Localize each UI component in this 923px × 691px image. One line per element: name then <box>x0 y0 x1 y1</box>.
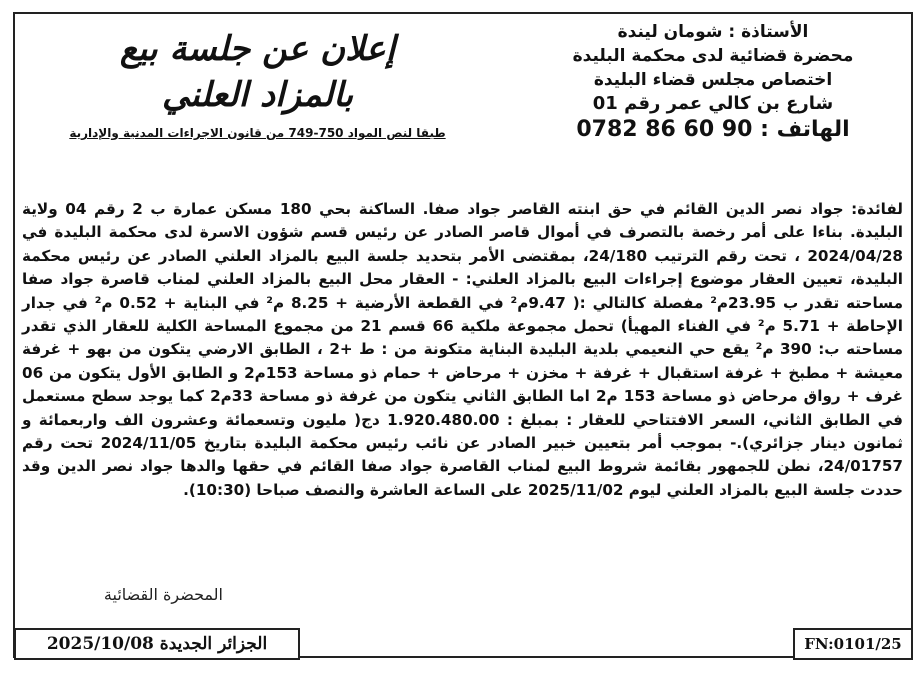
legal-basis: طبقا لنص المواد 750-749 من قانون الاجراءات المدنية والإدارية <box>69 126 446 140</box>
notice-title: إعلان عن جلسة بيع <box>119 29 396 69</box>
bailiff-name: الأستاذة : شومان ليندة <box>617 22 809 42</box>
notice-subtitle: بالمزاد العلني <box>161 75 354 115</box>
signature: المحضرة القضائية <box>103 585 223 604</box>
newspaper-date-box: الجزائر الجديدة 2025/10/08 <box>14 628 300 660</box>
bailiff-header <box>563 20 863 142</box>
bailiff-address: شارع بن كالي عمر رقم 01 <box>592 93 834 114</box>
notice-body: لفائدة: جواد نصر الدين القائم في حق ابنته القاصر جواد صفا. الساكنة بحي 180 مسكن عمارة ب 2 رقم 04 ولاية البليدة. بناءا على أمر رخصة بالتصرف في أموال قاصر الصادر عن رئيس قسم شؤون الاسرة لدى محكمة البليدة في 2024/04/28 ، تحت رقم الترتيب 24/180، بمقتضى الأمر بتحديد جلسة البيع بالمزاد العلني الصادر عن رئيس محكمة البليدة، تعيين العقار موضوع إجراءات البيع بالمزاد العلني: - العقار محل البيع بالمزاد العلني لمناب قاصرة جواد صفا مساحته تقدر ب 23.95م² مفصلة كالتالي :( 9.47م² في القطعة الأرضية + 8.25 م² في البناية + 0.52 م² في جدار الإحاطة + 5.71 م² في الفناء المهيأ) تحمل مجموعة ملكية 66 قسم 21 من مجموع المساحة الكلية للعقار الذي تقدر مساحته ب: 390 م² يقع حي النعيمي بلدية البليدة البناية متكونة من : ط +2 ، الطابق الارضي يتكون من بهو + غرفة معيشة + مطبخ + غرفة استقبال + غرفة + مخزن + مرحاض + حمام ذو مساحة 153م2 و الطابق الأول يتكون من 06 غرف + رواق مرحاض ذو مساحة 153 م2 اما الطابق الثاني يتكون من غرفة ذو مساحة 33م2 كما يوجد سطح مستعمل في الطابق الثاني، السعر الافتتاحي للعقار : بمبلغ : 1.920.480.00 دج( مليون وتسعمائة وعشرون الف واربعمائة و ثمانون دينار جزائري).- بموجب أمر بتعيين خبير الصادر عن نائب رئيس محكمة البليدة بتاريخ 2024/11/05 تحت رقم 24/01757، نطن للجمهور بقائمة شروط البيع لمناب القاصرة جواد صفا القائم في حقها والدها جواد نصر الدين وقد حددت جلسة البيع بالمزاد العلني ليوم 2025/11/02 على الساعة العاشرة والنصف صباحا (10:30). <box>22 200 904 499</box>
fn-reference-box: FN:0101/25 <box>793 628 913 660</box>
bailiff-jurisdiction: اختصاص مجلس قضاء البليدة <box>593 70 833 90</box>
notice-title-block <box>20 26 495 140</box>
bailiff-title: محضرة قضائية لدى محكمة البليدة <box>572 46 854 66</box>
bailiff-phone: الهاتف : 90 60 86 0782 <box>576 117 850 142</box>
